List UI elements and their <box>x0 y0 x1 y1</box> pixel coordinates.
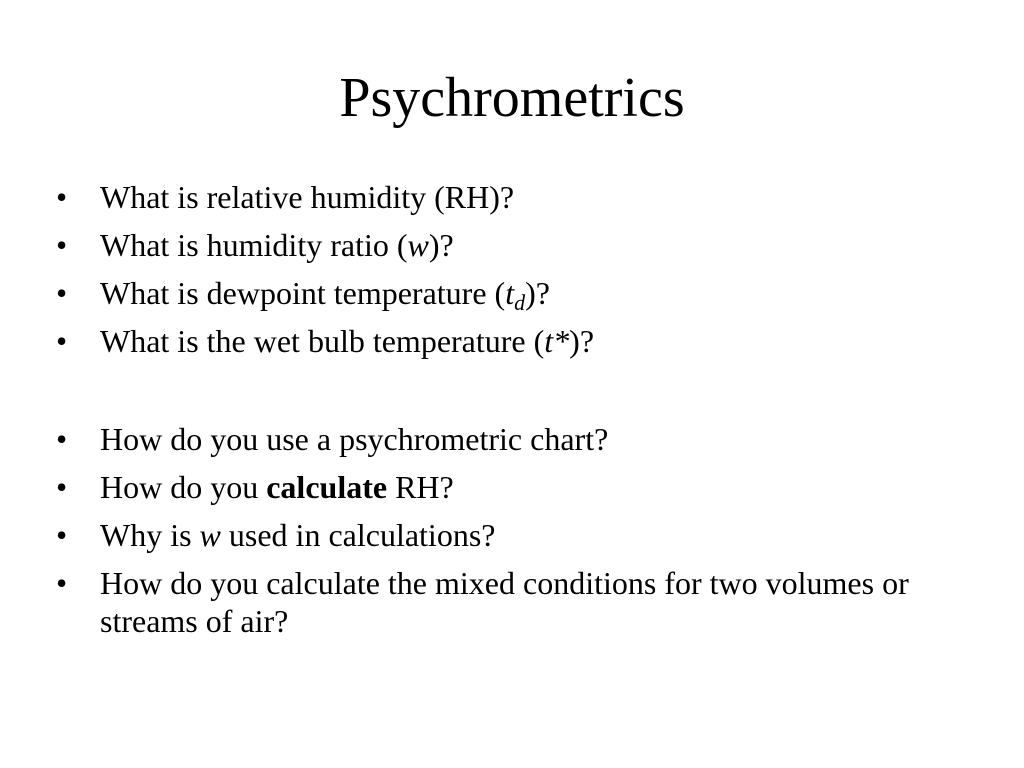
bullet-text: How do you use a psychrometric chart? <box>100 421 609 457</box>
bullet-item-humidity-ratio <box>56 226 956 264</box>
bullet-text-end: used in calculations? <box>220 517 496 553</box>
bullet-text: What is relative humidity (RH)? <box>100 179 515 215</box>
bullet-icon: • <box>56 565 68 601</box>
bullet-text: What is the wet bulb temperature ( <box>100 323 545 359</box>
bullet-text-end: )? <box>525 275 550 311</box>
bullet-icon: • <box>56 469 68 505</box>
bullet-bold-term: calculate <box>266 469 388 505</box>
bullet-text: Why is <box>100 517 200 553</box>
bullet-italic-term: t* <box>544 323 570 359</box>
bullet-italic-term: t <box>505 275 515 311</box>
bullet-item-calculate-rh <box>56 468 956 506</box>
bullet-subscript: d <box>514 290 526 315</box>
bullet-item-why-w <box>56 516 956 554</box>
bullet-text: What is humidity ratio ( <box>100 227 408 263</box>
bullet-italic-term: w <box>199 517 221 553</box>
bullet-item-mixed-conditions <box>56 564 956 640</box>
bullet-icon: • <box>56 323 68 359</box>
bullet-item-psychrometric-chart <box>56 420 956 458</box>
bullet-text: How do you <box>100 469 267 505</box>
bullet-icon: • <box>56 275 68 311</box>
bullet-text: How do you calculate the mixed conditions for two volumes or streams of air? <box>100 565 909 639</box>
bullet-text: What is dewpoint temperature ( <box>100 275 506 311</box>
bullet-list <box>56 178 956 650</box>
bullet-item-wet-bulb <box>56 322 956 360</box>
bullet-text-end: RH? <box>387 469 454 505</box>
bullet-item-relative-humidity <box>56 178 956 216</box>
bullet-icon: • <box>56 517 68 553</box>
bullet-text-end: )? <box>428 227 454 263</box>
bullet-italic-term: w <box>407 227 429 263</box>
bullet-item-dewpoint <box>56 274 956 315</box>
bullet-text-end: )? <box>569 323 595 359</box>
slide-title: Psychrometrics <box>339 67 685 129</box>
bullet-icon: • <box>56 421 68 457</box>
bullet-icon: • <box>56 227 68 263</box>
bullet-icon: • <box>56 179 68 215</box>
